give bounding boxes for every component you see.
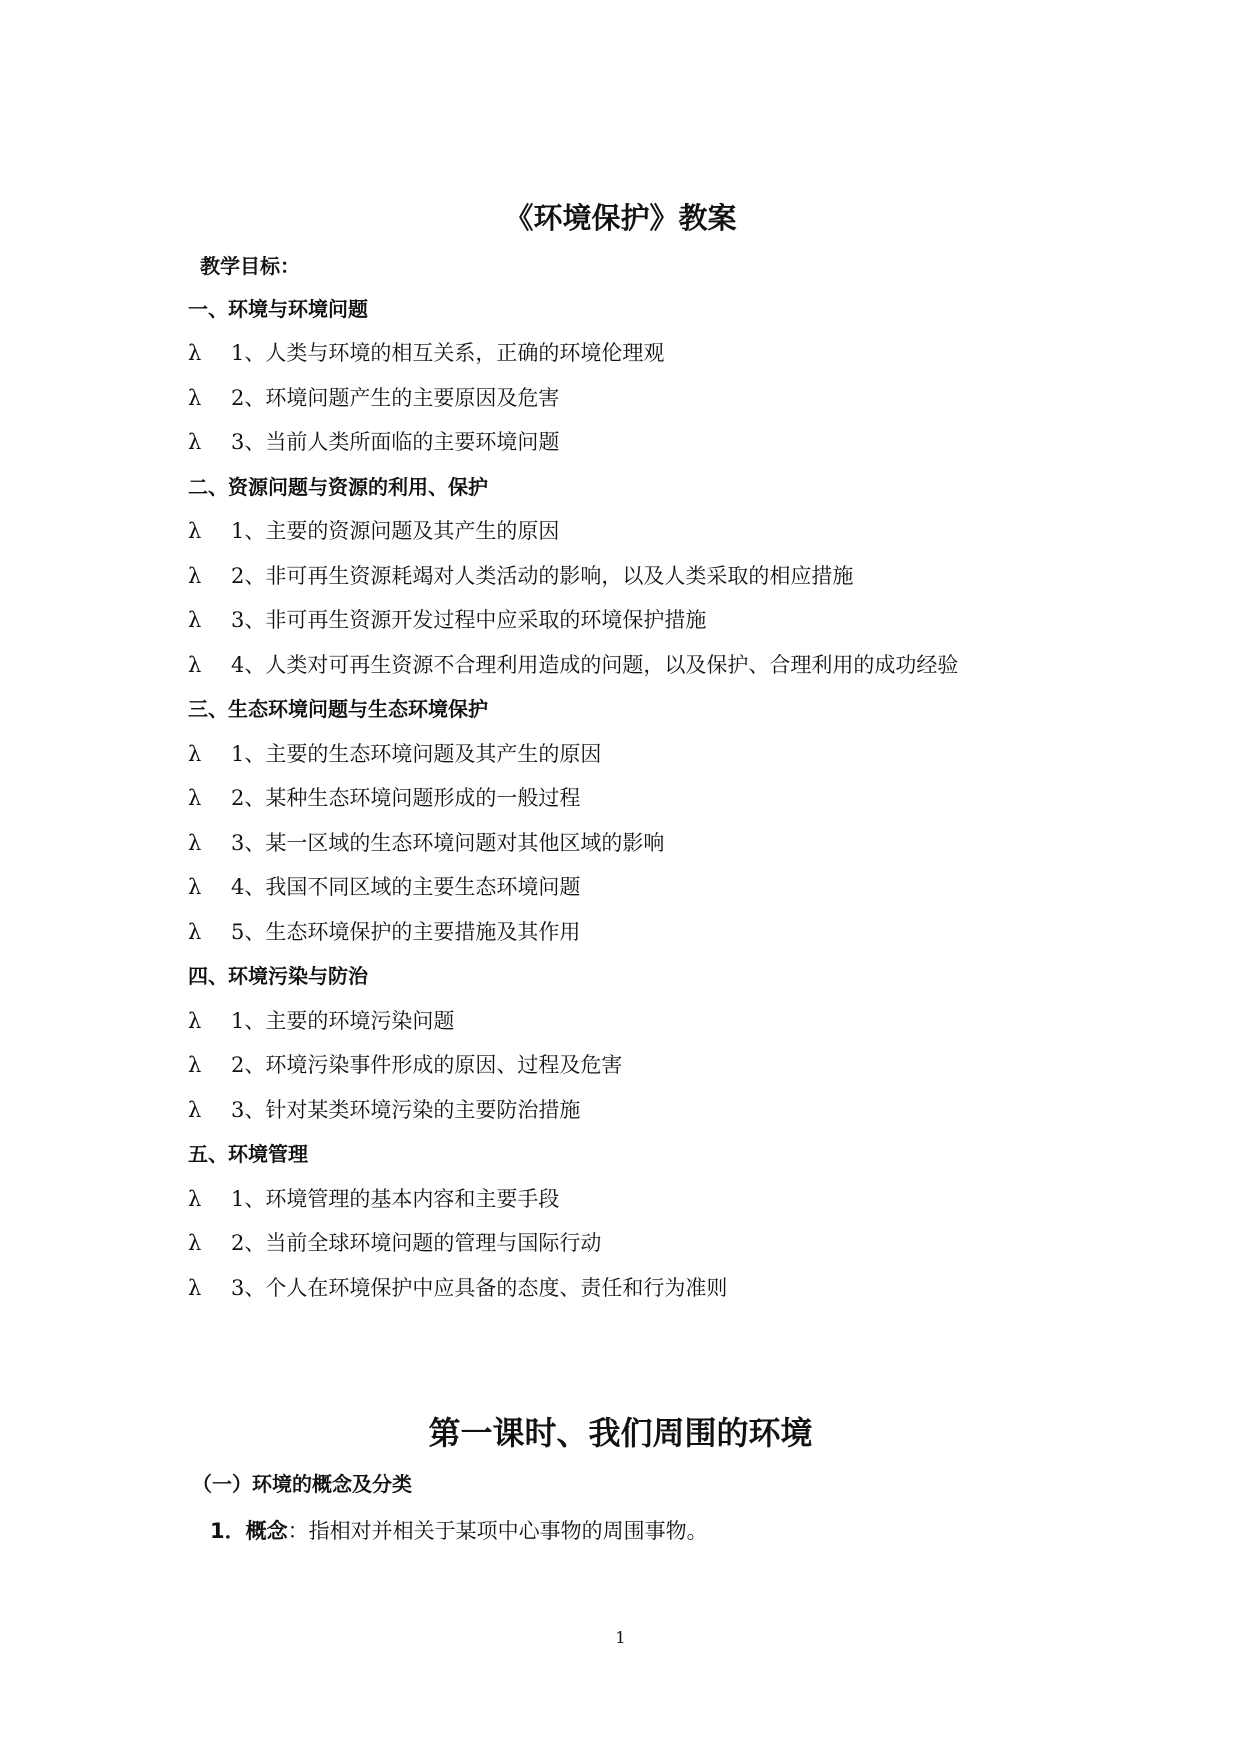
list-item-text: 2、环境污染事件形成的原因、过程及危害	[231, 1053, 623, 1077]
list-item	[188, 1272, 727, 1302]
list-item	[188, 426, 559, 456]
concept-paragraph	[210, 1515, 708, 1545]
objectives-label: 教学目标：	[200, 254, 300, 278]
list-item-text: 2、某种生态环境问题形成的一般过程	[231, 786, 581, 810]
list-item	[188, 649, 958, 679]
bullet-symbol: λ	[188, 386, 202, 410]
document-title: 《环境保护》教案	[504, 201, 737, 235]
bullet-symbol: λ	[188, 920, 202, 944]
list-item	[188, 738, 601, 768]
list-item-text: 3、当前人类所面临的主要环境问题	[231, 430, 560, 454]
list-item	[188, 916, 580, 946]
bullet-symbol: λ	[188, 1009, 202, 1033]
list-item-text: 5、生态环境保护的主要措施及其作用	[231, 920, 581, 944]
list-item-text: 2、非可再生资源耗竭对人类活动的影响，以及人类采取的相应措施	[231, 564, 854, 588]
list-item	[188, 1049, 622, 1079]
bullet-symbol: λ	[188, 742, 202, 766]
list-item	[188, 871, 580, 901]
bullet-symbol: λ	[188, 1098, 202, 1122]
list-item	[188, 515, 559, 545]
list-item-text: 2、环境问题产生的主要原因及危害	[231, 386, 560, 410]
bullet-symbol: λ	[188, 786, 202, 810]
list-item-text: 3、针对某类环境污染的主要防治措施	[231, 1098, 581, 1122]
section-heading: 三、生态环境问题与生态环境保护	[188, 697, 488, 721]
list-item-text: 3、某一区域的生态环境问题对其他区域的影响	[231, 831, 665, 855]
bullet-symbol: λ	[188, 608, 202, 632]
page-number: 1	[615, 1628, 626, 1647]
concept-text: ：指相对并相关于某项中心事物的周围事物。	[287, 1519, 708, 1543]
list-item-text: 1、主要的生态环境问题及其产生的原因	[231, 742, 602, 766]
bullet-symbol: λ	[188, 564, 202, 588]
bullet-symbol: λ	[188, 519, 202, 543]
list-item-text: 4、人类对可再生资源不合理利用造成的问题，以及保护、合理利用的成功经验	[231, 653, 959, 677]
bullet-symbol: λ	[188, 831, 202, 855]
concept-label: 1．概念	[210, 1519, 288, 1543]
list-item	[188, 782, 580, 812]
list-item-text: 1、环境管理的基本内容和主要手段	[231, 1187, 560, 1211]
list-item	[188, 827, 664, 857]
list-item-text: 3、个人在环境保护中应具备的态度、责任和行为准则	[231, 1276, 728, 1300]
list-item-text: 3、非可再生资源开发过程中应采取的环境保护措施	[231, 608, 707, 632]
list-item	[188, 560, 853, 590]
list-item	[188, 1005, 454, 1035]
section-heading: 五、环境管理	[188, 1142, 308, 1166]
section-heading: 四、环境污染与防治	[188, 964, 368, 988]
bullet-symbol: λ	[188, 1053, 202, 1077]
bullet-symbol: λ	[188, 1231, 202, 1255]
list-item	[188, 382, 559, 412]
bullet-symbol: λ	[188, 1187, 202, 1211]
list-item	[188, 604, 706, 634]
list-item	[188, 1094, 580, 1124]
lesson-title: 第一课时、我们周围的环境	[428, 1414, 813, 1452]
list-item-text: 4、我国不同区域的主要生态环境问题	[231, 875, 581, 899]
list-item-text: 1、人类与环境的相互关系，正确的环境伦理观	[231, 341, 665, 365]
list-item-text: 1、主要的环境污染问题	[231, 1009, 455, 1033]
section-heading: 二、资源问题与资源的利用、保护	[188, 475, 488, 499]
bullet-symbol: λ	[188, 430, 202, 454]
list-item	[188, 337, 664, 367]
subsection-heading: （一）环境的概念及分类	[192, 1472, 412, 1496]
bullet-symbol: λ	[188, 653, 202, 677]
section-heading: 一、环境与环境问题	[188, 297, 368, 321]
bullet-symbol: λ	[188, 341, 202, 365]
list-item	[188, 1183, 559, 1213]
bullet-symbol: λ	[188, 875, 202, 899]
bullet-symbol: λ	[188, 1276, 202, 1300]
list-item-text: 2、当前全球环境问题的管理与国际行动	[231, 1231, 602, 1255]
list-item	[188, 1227, 601, 1257]
list-item-text: 1、主要的资源问题及其产生的原因	[231, 519, 560, 543]
